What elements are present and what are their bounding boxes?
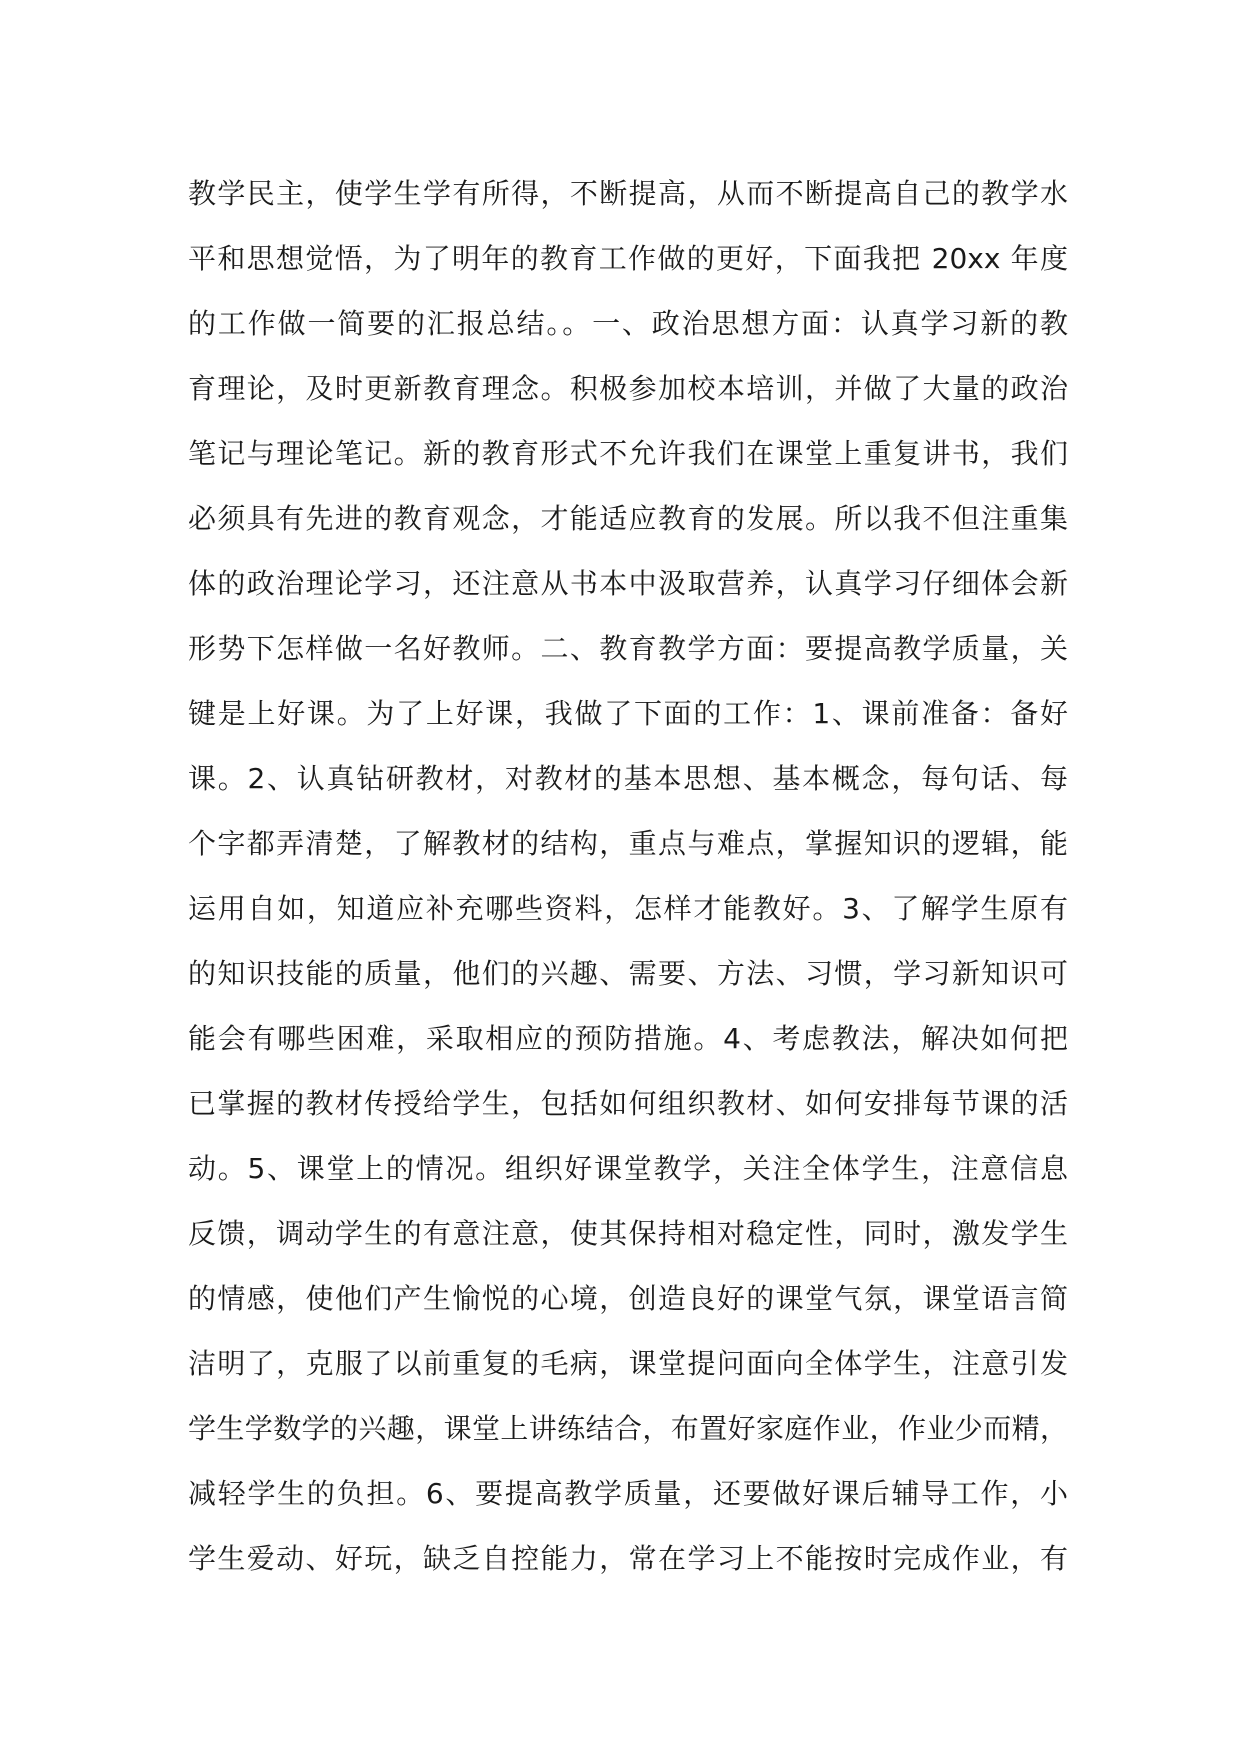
text-line: 减轻学生的负担。6、要提高教学质量，还要做好课后辅导工作，小 xyxy=(188,1477,1068,1510)
text-line: 课。2、认真钻研教材，对教材的基本思想、基本概念，每句话、每 xyxy=(188,762,1068,795)
text-line: 的情感，使他们产生愉悦的心境，创造良好的课堂气氛，课堂语言简 xyxy=(188,1282,1068,1315)
text-line: 学生学数学的兴趣，课堂上讲练结合，布置好家庭作业，作业少而精， xyxy=(188,1412,1068,1445)
text-line: 的工作做一简要的汇报总结。。一、政治思想方面：认真学习新的教 xyxy=(188,307,1068,340)
text-line: 键是上好课。为了上好课，我做了下面的工作：1、课前准备：备好 xyxy=(188,697,1068,730)
text-line: 学生爱动、好玩，缺乏自控能力，常在学习上不能按时完成作业，有 xyxy=(188,1542,1068,1575)
text-line: 个字都弄清楚，了解教材的结构，重点与难点，掌握知识的逻辑，能 xyxy=(188,827,1068,860)
text-line: 平和思想觉悟，为了明年的教育工作做的更好，下面我把 20xx 年度 xyxy=(188,242,1068,275)
text-line: 能会有哪些困难，采取相应的预防措施。4、考虑教法，解决如何把 xyxy=(188,1022,1068,1055)
text-line: 动。5、课堂上的情况。组织好课堂教学，关注全体学生，注意信息 xyxy=(188,1152,1068,1185)
text-line: 已掌握的教材传授给学生，包括如何组织教材、如何安排每节课的活 xyxy=(188,1087,1068,1120)
text-line: 育理论，及时更新教育理念。积极参加校本培训，并做了大量的政治 xyxy=(188,372,1068,405)
text-line: 必须具有先进的教育观念，才能适应教育的发展。所以我不但注重集 xyxy=(188,502,1068,535)
text-line: 体的政治理论学习，还注意从书本中汲取营养，认真学习仔细体会新 xyxy=(188,567,1068,600)
text-line: 洁明了，克服了以前重复的毛病，课堂提问面向全体学生，注意引发 xyxy=(188,1347,1068,1380)
text-line: 教学民主，使学生学有所得，不断提高，从而不断提高自己的教学水 xyxy=(188,177,1068,210)
text-line: 形势下怎样做一名好教师。二、教育教学方面：要提高教学质量，关 xyxy=(188,632,1068,665)
text-line: 反馈，调动学生的有意注意，使其保持相对稳定性，同时，激发学生 xyxy=(188,1217,1068,1250)
text-line: 运用自如，知道应补充哪些资料，怎样才能教好。3、了解学生原有 xyxy=(188,892,1068,925)
text-line: 的知识技能的质量，他们的兴趣、需要、方法、习惯，学习新知识可 xyxy=(188,957,1068,990)
text-line: 笔记与理论笔记。新的教育形式不允许我们在课堂上重复讲书，我们 xyxy=(188,437,1068,470)
body-paragraph xyxy=(188,161,1068,1591)
